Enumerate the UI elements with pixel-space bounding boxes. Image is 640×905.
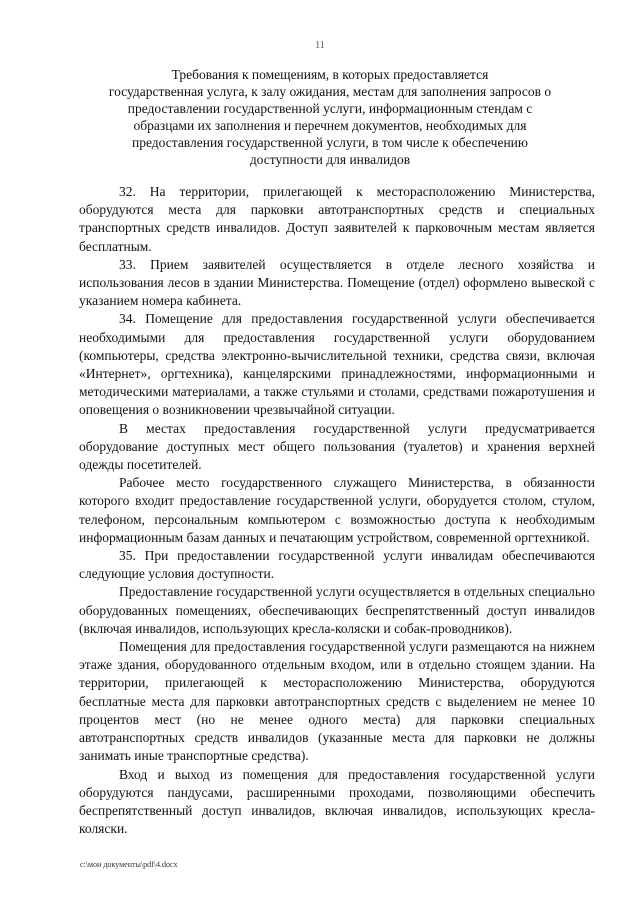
section-title bbox=[80, 66, 580, 168]
paragraph: Вход и выход из помещения для предоставления государственной услуги оборудуются пандусами, расширенными проходами, позволяющими обеспечить беспрепятственный доступ инвалидов, включая инвалидов, использующих кресла-коляски. bbox=[79, 766, 595, 837]
page-number: 11 bbox=[315, 40, 325, 51]
paragraph: Помещения для предоставления государственной услуги размещаются на нижнем этаже здания, оборудованного отдельным входом, или в отдельно стоящем здании. На территории, прилегающей к месторасположению Министерства, оборудуются бесплатные места для парковки автотранспортных средств с выделением не менее 10 процентов мест (но не менее одного места) для парковки специальных автотранспортных средств инвалидов (указанные места для парковки не должны занимать иные транспортные средства). bbox=[79, 639, 595, 764]
paragraph-35: 35. При предоставлении государственной услуги инвалидам обеспечиваются следующие условия доступности. bbox=[79, 548, 595, 582]
footer-file-path: c:\мои документы\pdf\4.docx bbox=[80, 860, 178, 869]
document-body bbox=[79, 183, 595, 838]
paragraph-32: 32. На территории, прилегающей к месторасположению Министерства, оборудуются места для парковки автотранспортных средств и специальных транспортных средств инвалидов. Доступ заявителей к парковочным местам является бесплатным. bbox=[79, 184, 595, 254]
title-line: Требования к помещениям, в которых предоставляется bbox=[171, 67, 489, 82]
paragraph-33: 33. Прием заявителей осуществляется в отделе лесного хозяйства и использования лесов в здании Министерства. Помещение (отдел) оформлено вывеской с указанием номера кабинета. bbox=[79, 256, 595, 309]
title-line: предоставления государственной услуги, в том числе к обеспечению bbox=[132, 135, 528, 150]
title-line: доступности для инвалидов bbox=[249, 152, 411, 167]
paragraph: Предоставление государственной услуги осуществляется в отдельных специально оборудованных помещениях, обеспечивающих беспрепятственный доступ инвалидов (включая инвалидов, использующих кресла-коляски и собак-проводников). bbox=[79, 584, 595, 636]
title-line: образцами их заполнения и перечнем документов, необходимых для bbox=[133, 118, 527, 133]
paragraph: В местах предоставления государственной услуги предусматривается оборудование доступных мест общего пользования (туалетов) и хранения верхней одежды посетителей. bbox=[79, 420, 595, 473]
paragraph: Рабочее место государственного служащего Министерства, в обязанности которого входит предоставление государственной услуги, оборудуется столом, стулом, телефоном, персональным компьютером с возможностью доступа к необходимым информационным базам данных и печатающим устройством, современной оргтехникой. bbox=[79, 475, 595, 545]
title-line: предоставлении государственной услуги, информационным стендам с bbox=[127, 101, 533, 116]
paragraph-34: 34. Помещение для предоставления государственной услуги обеспечивается необходимыми для предоставления государственной услуги оборудованием (компьютеры, средства электронно-вычислительной техники, средства связи, включая «Интернет», оргтехника), канцелярскими принадлежностями, информационными и методическими материалами, а также стульями и столами, средствами пожаротушения и оповещения о возникновении чрезвычайной ситуации. bbox=[79, 311, 595, 418]
title-line: государственная услуга, к залу ожидания, местам для заполнения запросов о bbox=[108, 84, 552, 99]
